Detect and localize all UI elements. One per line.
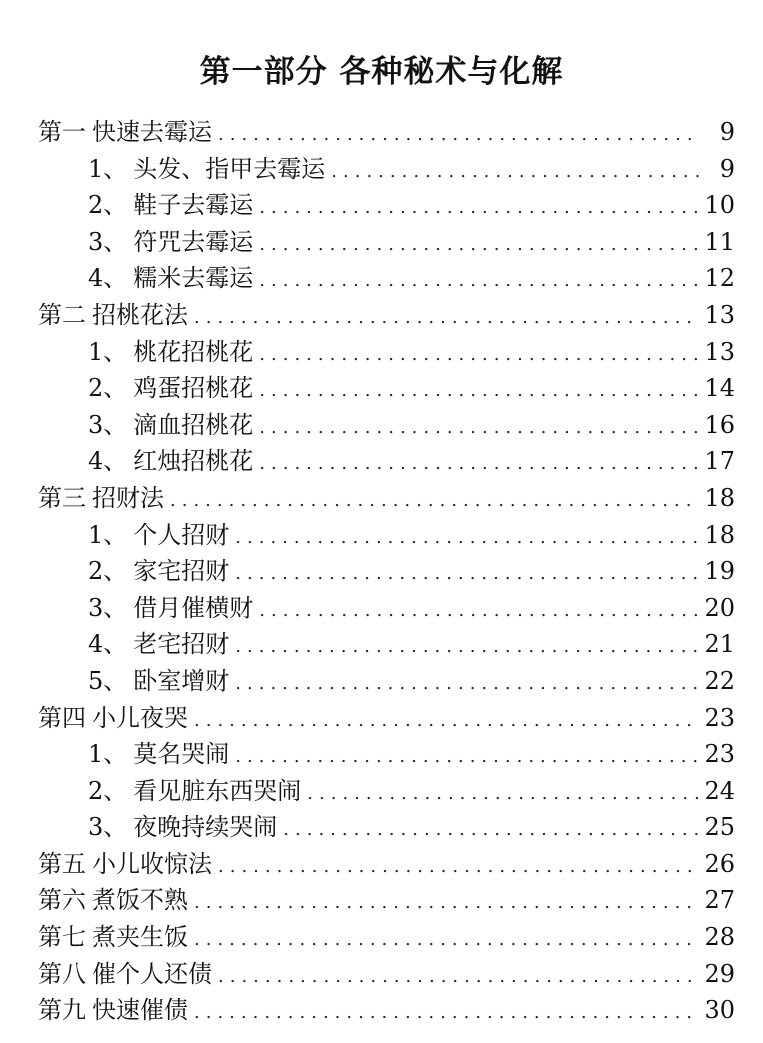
toc-chapter-entry xyxy=(0,114,763,151)
toc-entry-number: 4、 xyxy=(88,630,128,659)
toc-section-entry xyxy=(0,809,763,846)
toc-page-number: 17 xyxy=(704,447,735,476)
toc-entry-number: 1、 xyxy=(88,740,128,769)
toc-page-number: 26 xyxy=(704,849,735,878)
toc-entry-number: 2、 xyxy=(88,191,128,220)
dot-leader xyxy=(259,373,698,410)
toc-entry-title: 个人招财 xyxy=(133,520,230,549)
dot-leader xyxy=(259,190,698,227)
toc-entry-number: 3、 xyxy=(88,227,128,256)
toc-entry-label xyxy=(38,882,188,919)
toc-entry-number: 第一 xyxy=(38,118,86,146)
toc-entry-number: 3、 xyxy=(88,410,128,439)
toc-entry-number: 1、 xyxy=(88,337,128,366)
toc-entry-title: 桃花招桃花 xyxy=(133,337,254,366)
dot-leader xyxy=(259,337,698,374)
toc-section-entry xyxy=(0,151,763,188)
toc-entry-title: 夜晚持续哭闹 xyxy=(133,813,278,842)
toc-entry-title: 催个人还债 xyxy=(92,959,212,988)
page-title: 第一部分 各种秘术与化解 xyxy=(199,54,564,90)
toc-entry-label xyxy=(38,297,188,334)
toc-entry-label xyxy=(88,553,229,590)
toc-entry-label xyxy=(88,224,253,261)
toc-entry-title: 头发、指甲去霉运 xyxy=(133,154,326,183)
toc-page-number: 20 xyxy=(704,593,735,622)
toc-entry-title: 莫名哭闹 xyxy=(133,740,230,769)
toc-entry-label xyxy=(88,407,253,444)
toc-section-entry xyxy=(0,260,763,297)
toc-section-entry xyxy=(0,370,763,407)
toc-entry-title: 红烛招桃花 xyxy=(133,447,254,476)
dot-leader xyxy=(331,154,699,191)
toc-entry-number: 第九 xyxy=(38,996,86,1025)
toc-chapter-entry xyxy=(0,992,763,1029)
toc-entry-title: 家宅招财 xyxy=(133,557,230,586)
table-of-contents xyxy=(0,114,763,1029)
toc-entry-number: 2、 xyxy=(88,557,128,586)
toc-entry-label xyxy=(88,443,253,480)
dot-leader xyxy=(170,483,698,520)
toc-page-number: 9 xyxy=(719,154,735,183)
toc-entry-number: 第七 xyxy=(38,923,86,952)
dot-leader xyxy=(283,812,698,849)
dot-leader xyxy=(218,849,698,886)
toc-entry-title: 滴血招桃花 xyxy=(133,410,254,439)
toc-entry-label xyxy=(88,663,229,700)
toc-entry-title: 鞋子去霉运 xyxy=(133,191,254,220)
toc-entry-label xyxy=(38,700,188,737)
toc-section-entry xyxy=(0,187,763,224)
dot-leader xyxy=(218,117,699,154)
toc-page-number: 27 xyxy=(704,886,735,915)
toc-page-number: 19 xyxy=(704,557,735,586)
dot-leader xyxy=(235,556,698,593)
toc-entry-number: 4、 xyxy=(88,447,128,476)
toc-page-number: 23 xyxy=(704,703,735,732)
toc-entry-number: 3、 xyxy=(88,593,128,622)
toc-entry-number: 第四 xyxy=(38,703,86,732)
toc-page-number: 22 xyxy=(704,666,735,695)
toc-entry-number: 2、 xyxy=(88,776,128,805)
toc-page-number: 14 xyxy=(704,374,735,403)
toc-page-number: 18 xyxy=(704,483,735,512)
dot-leader xyxy=(194,885,698,922)
dot-leader xyxy=(235,629,698,666)
toc-entry-title: 借月催横财 xyxy=(133,593,254,622)
toc-entry-number: 2、 xyxy=(88,374,128,403)
toc-entry-number: 第八 xyxy=(38,959,86,988)
toc-entry-title: 卧室增财 xyxy=(133,666,230,695)
toc-entry-number: 第六 xyxy=(38,886,86,915)
toc-entry-label xyxy=(38,480,164,517)
toc-section-entry xyxy=(0,407,763,444)
toc-page-number: 11 xyxy=(704,227,735,256)
toc-section-entry xyxy=(0,590,763,627)
toc-page-number: 30 xyxy=(704,996,735,1025)
toc-chapter-entry xyxy=(0,846,763,883)
toc-page-number: 10 xyxy=(704,191,735,220)
toc-page-number: 28 xyxy=(704,923,735,952)
toc-chapter-entry xyxy=(0,882,763,919)
toc-page-number: 21 xyxy=(704,630,735,659)
toc-entry-number: 1、 xyxy=(88,154,128,183)
dot-leader xyxy=(307,776,698,813)
toc-entry-number: 第三 xyxy=(38,483,86,512)
toc-entry-title: 看见脏东西哭闹 xyxy=(133,776,302,805)
toc-entry-title: 快速去霉运 xyxy=(92,118,212,146)
toc-page-number: 18 xyxy=(704,520,735,549)
dot-leader xyxy=(235,520,698,557)
toc-entry-number: 5、 xyxy=(88,666,128,695)
toc-chapter-entry xyxy=(0,297,763,334)
toc-page-number: 25 xyxy=(704,813,735,842)
toc-section-entry xyxy=(0,443,763,480)
toc-entry-title: 煮夹生饭 xyxy=(92,923,188,952)
dot-leader xyxy=(218,959,698,996)
toc-entry-title: 鸡蛋招桃花 xyxy=(133,374,254,403)
dot-leader xyxy=(259,593,698,630)
toc-page-number: 29 xyxy=(704,959,735,988)
toc-section-entry xyxy=(0,334,763,371)
toc-entry-title: 小儿收惊法 xyxy=(92,849,212,878)
dot-leader xyxy=(235,666,698,703)
toc-section-entry xyxy=(0,626,763,663)
dot-leader xyxy=(259,227,698,264)
toc-page-number: 12 xyxy=(704,264,735,293)
toc-entry-label xyxy=(38,992,188,1029)
dot-leader xyxy=(194,300,698,337)
toc-entry-label xyxy=(88,334,253,371)
toc-entry-label xyxy=(38,114,212,151)
toc-page-number: 23 xyxy=(704,740,735,769)
toc-entry-number: 3、 xyxy=(88,813,128,842)
toc-chapter-entry xyxy=(0,700,763,737)
dot-leader xyxy=(194,922,698,959)
toc-page-number: 24 xyxy=(704,776,735,805)
toc-page-number: 13 xyxy=(704,337,735,366)
toc-entry-label xyxy=(88,260,253,297)
dot-leader xyxy=(259,263,698,300)
toc-entry-label xyxy=(88,809,277,846)
toc-entry-title: 符咒去霉运 xyxy=(133,227,254,256)
toc-page-number: 13 xyxy=(704,300,735,329)
toc-section-entry xyxy=(0,663,763,700)
dot-leader xyxy=(194,703,698,740)
toc-section-entry xyxy=(0,736,763,773)
toc-entry-label xyxy=(88,773,301,810)
toc-page-number: 16 xyxy=(704,410,735,439)
toc-entry-title: 小儿夜哭 xyxy=(92,703,188,732)
toc-entry-number: 第五 xyxy=(38,849,86,878)
toc-entry-title: 老宅招财 xyxy=(133,630,230,659)
toc-chapter-entry xyxy=(0,480,763,517)
toc-chapter-entry xyxy=(0,956,763,993)
dot-leader xyxy=(235,739,698,776)
toc-entry-title: 煮饭不熟 xyxy=(92,886,188,915)
toc-entry-label xyxy=(38,956,212,993)
toc-chapter-entry xyxy=(0,919,763,956)
toc-entry-title: 快速催债 xyxy=(92,996,188,1025)
toc-entry-label xyxy=(38,919,188,956)
toc-entry-label xyxy=(88,517,229,554)
toc-entry-title: 糯米去霉运 xyxy=(133,264,254,293)
toc-entry-label xyxy=(88,736,229,773)
toc-section-entry xyxy=(0,773,763,810)
toc-entry-title: 招财法 xyxy=(92,483,164,512)
toc-entry-label xyxy=(88,187,253,224)
dot-leader xyxy=(259,446,698,483)
toc-entry-label xyxy=(38,846,212,883)
toc-page-number: 9 xyxy=(719,118,735,146)
toc-entry-number: 4、 xyxy=(88,264,128,293)
toc-entry-label xyxy=(88,370,253,407)
toc-entry-number: 第二 xyxy=(38,300,86,329)
toc-entry-label xyxy=(88,151,325,188)
dot-leader xyxy=(194,995,698,1032)
toc-section-entry xyxy=(0,517,763,554)
toc-entry-title: 招桃花法 xyxy=(92,300,188,329)
toc-entry-label xyxy=(88,590,253,627)
toc-section-entry xyxy=(0,553,763,590)
dot-leader xyxy=(259,410,698,447)
toc-entry-label xyxy=(88,626,229,663)
toc-section-entry xyxy=(0,224,763,261)
toc-entry-number: 1、 xyxy=(88,520,128,549)
